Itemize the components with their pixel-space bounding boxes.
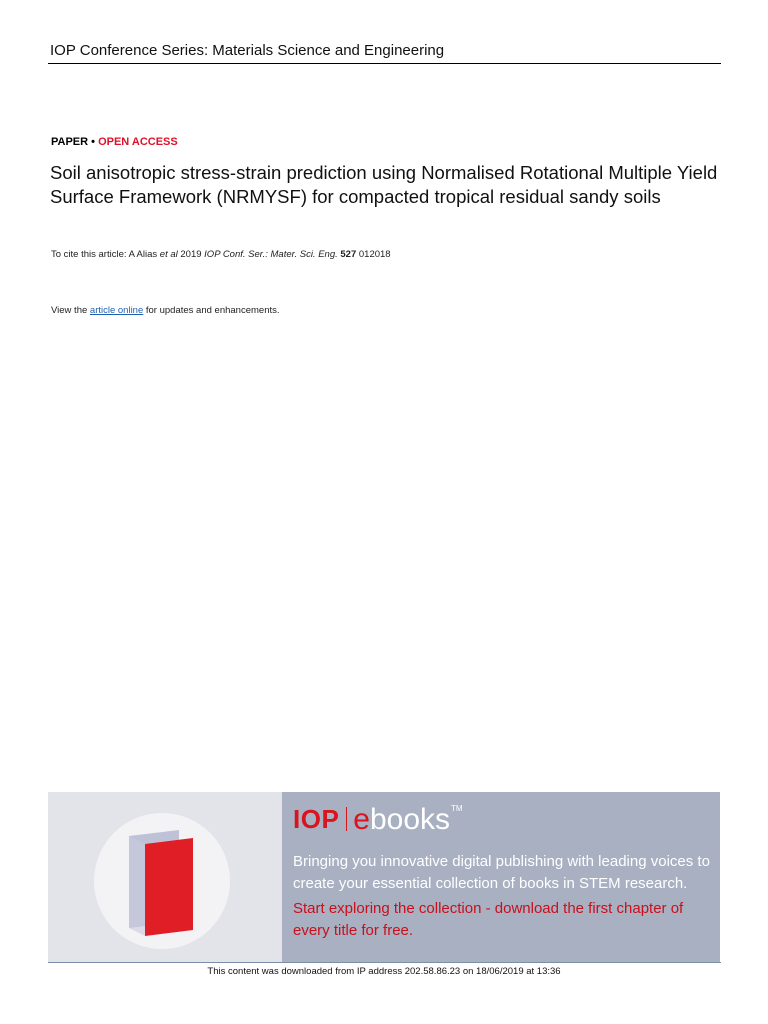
citation-year: 2019 xyxy=(177,249,205,260)
paper-kicker xyxy=(51,136,178,148)
citation-prefix: To cite this article: A Alias xyxy=(51,249,160,260)
open-access-label: OPEN ACCESS xyxy=(98,136,178,148)
view-online-prefix: View the xyxy=(51,305,90,316)
paper-title: Soil anisotropic stress-strain prediction using Normalised Rotational Multiple Yield Surface Framework (NRMYSF) for compacted tropical residual sandy soils xyxy=(50,162,718,207)
logo-e: e xyxy=(353,803,370,836)
logo-trademark: TM xyxy=(451,804,463,813)
footer-rule xyxy=(48,962,721,963)
logo-ebooks xyxy=(353,805,450,835)
citation-article-number: 012018 xyxy=(356,249,391,260)
banner-graphic xyxy=(48,792,282,962)
banner-content xyxy=(282,792,720,962)
logo-divider xyxy=(346,807,347,831)
logo-books: books xyxy=(369,803,451,836)
paper-type-label: PAPER xyxy=(51,136,89,148)
iop-ebooks-logo xyxy=(293,804,463,835)
banner-cta[interactable]: Start exploring the collection - download the first chapter of every title for free. xyxy=(293,900,684,939)
view-online xyxy=(51,305,280,316)
banner-tagline: Bringing you innovative digital publishing with leading voices to create your essential collection of books in STEM research. xyxy=(293,853,710,892)
book-icon xyxy=(48,792,282,962)
citation-etal: et al xyxy=(159,249,178,260)
citation-journal: IOP Conf. Ser.: Mater. Sci. Eng. xyxy=(204,249,338,260)
journal-name: IOP Conference Series: Materials Science and Engineering xyxy=(50,42,445,59)
logo-iop: IOP xyxy=(293,804,340,834)
view-online-suffix: for updates and enhancements. xyxy=(143,305,280,316)
article-online-link[interactable]: article online xyxy=(89,305,144,316)
ebooks-banner[interactable] xyxy=(48,792,720,962)
citation-volume: 527 xyxy=(337,249,357,260)
citation xyxy=(51,249,391,260)
header-rule xyxy=(48,63,721,64)
kicker-separator: • xyxy=(88,136,99,148)
download-notice: This content was downloaded from IP address 202.58.86.23 on 18/06/2019 at 13:36 xyxy=(207,966,561,977)
